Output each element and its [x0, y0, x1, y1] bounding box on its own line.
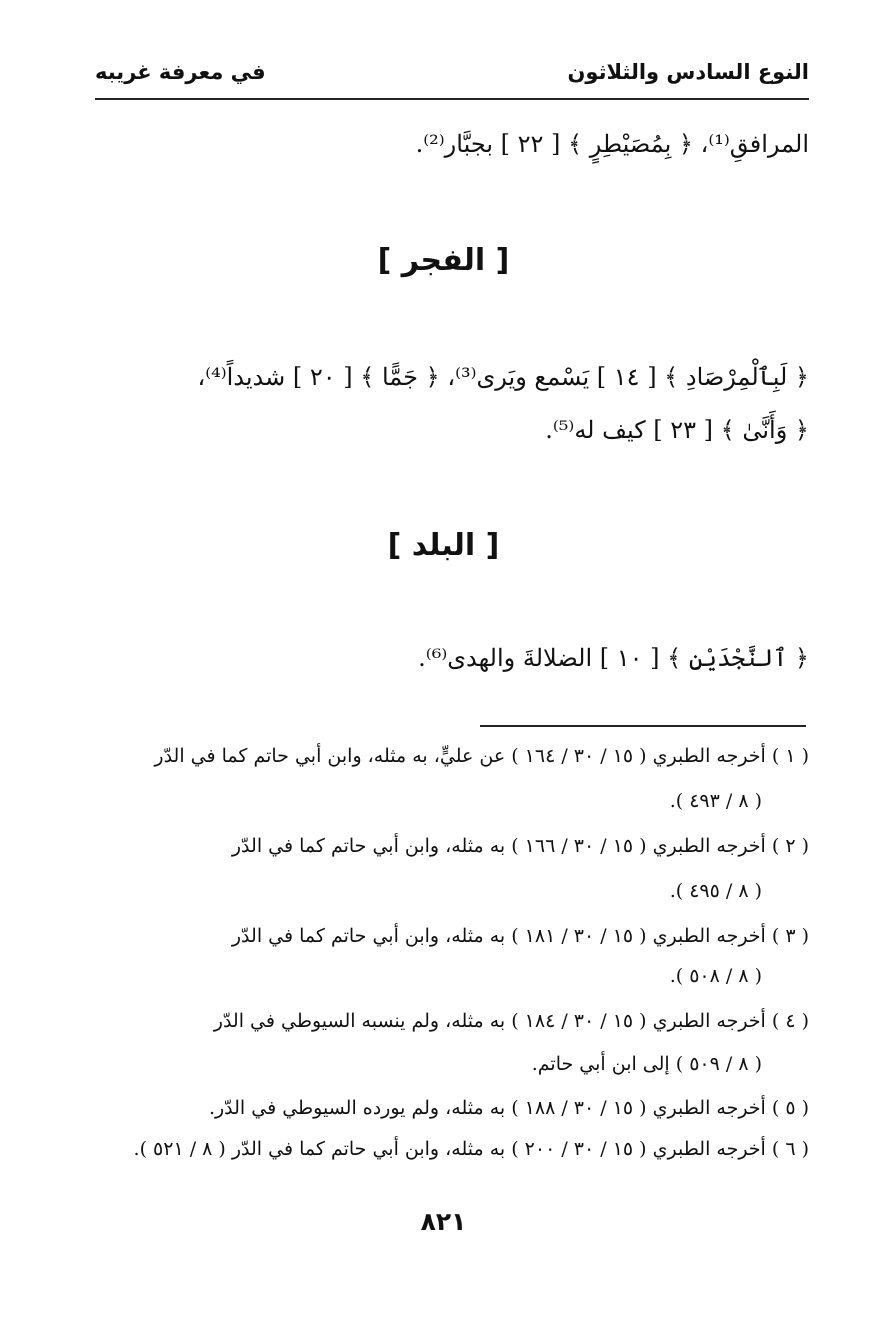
running-header — [95, 52, 809, 100]
footnote-separator — [480, 725, 806, 727]
footnote-1-line-a: ( ١ ) أخرجه الطبري ( ١٥ / ٣٠ / ١٦٤ ) عن عليٍّ، به مثله، وابن أبي حاتم كما في الدّر — [154, 745, 809, 767]
body-line-3: ﴿ وَأَنَّىٰ ﴾ [ ٢٣ ] كيف له⁽⁵⁾. — [545, 416, 809, 444]
footnote-6: ( ٦ ) أخرجه الطبري ( ١٥ / ٣٠ / ٢٠٠ ) به مثله، وابن أبي حاتم كما في الدّر ( ٨ / ٥٢١ ). — [133, 1138, 809, 1160]
footnote-2-line-a: ( ٢ ) أخرجه الطبري ( ١٥ / ٣٠ / ١٦٦ ) به مثله، وابن أبي حاتم كما في الدّر — [231, 835, 809, 857]
header-chapter-title: النوع السادس والثلاثون — [567, 60, 809, 84]
footnote-5: ( ٥ ) أخرجه الطبري ( ١٥ / ٣٠ / ١٨٨ ) به مثله، ولم يورده السيوطي في الدّر. — [208, 1097, 809, 1119]
section-title-al-balad: [ البلد ] — [387, 528, 500, 563]
footnote-4-line-b: ( ٨ / ٥٠٩ ) إلى ابن أبي حاتم. — [531, 1053, 762, 1075]
body-line-2: ﴿ لَبِٱلْمِرْصَادِ ﴾ [ ١٤ ] يَسْمع ويَرى⁽³⁾، ﴿ جَمًّا ﴾ [ ٢٠ ] شديداً⁽⁴⁾، — [197, 363, 809, 391]
header-section-title: في معرفة غريبه — [95, 60, 266, 84]
footnote-1-line-b: ( ٨ / ٤٩٣ ). — [669, 790, 762, 812]
footnote-3-line-b: ( ٨ / ٥٠٨ ). — [669, 965, 762, 987]
body-line-4: ﴿ ٱلنَّجْدَيْنِ ﴾ [ ١٠ ] الضلالةَ والهدى⁽⁶⁾. — [418, 644, 809, 672]
footnote-4-line-a: ( ٤ ) أخرجه الطبري ( ١٥ / ٣٠ / ١٨٤ ) به مثله، ولم ينسبه السيوطي في الدّر — [213, 1010, 809, 1032]
section-title-al-fajr: [ الفجر ] — [377, 243, 510, 278]
body-line-1: المرافقِ⁽¹⁾، ﴿ بِمُصَيْطِرٍ ﴾ [ ٢٢ ] بجبَّار⁽²⁾. — [415, 130, 809, 158]
footnote-2-line-b: ( ٨ / ٤٩٥ ). — [669, 880, 762, 902]
footnote-3-line-a: ( ٣ ) أخرجه الطبري ( ١٥ / ٣٠ / ١٨١ ) به مثله، وابن أبي حاتم كما في الدّر — [231, 925, 809, 947]
page-number: ٨٢١ — [420, 1207, 467, 1236]
